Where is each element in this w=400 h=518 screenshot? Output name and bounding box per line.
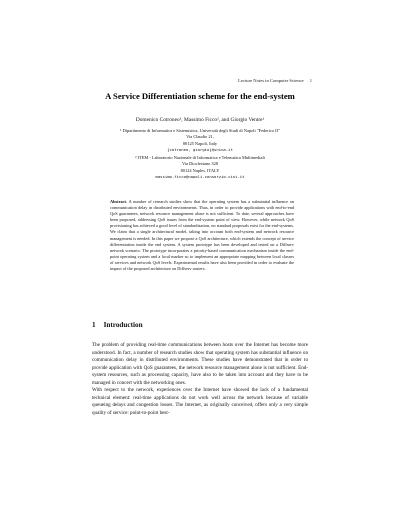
section-number: 1 (92, 321, 96, 329)
affiliation-2-city: 80124 Naples, ITALY (180, 167, 220, 173)
affiliation-2 (0, 155, 400, 181)
abstract-label: Abstract. (110, 199, 128, 204)
affiliation-2-email: massimo.ficco@napoli.consorzio-cini.it (155, 174, 245, 180)
affiliation-1-city: 80125 Napoli, Italy (182, 140, 218, 146)
section-title: Introduction (103, 321, 143, 329)
affiliation-1-email: {cotroneo, giorgio}@unina.it (167, 147, 233, 153)
affiliation-1 (0, 128, 400, 154)
affiliation-2-street: Via Diocleziano 328 (181, 161, 219, 167)
abstract (110, 199, 294, 272)
page-number: 1 (309, 78, 312, 83)
section-heading (92, 321, 143, 329)
affiliation-2-lab: ² ITEM - Laboratorio Nazionale di Informatica e Telematica Multimediali (135, 155, 265, 160)
intro-paragraph-1: The problem of providing real-time communications between hosts over the Internet has become more understood. In fact, a number of research studies show that operating system has substantial influence on communication delay in distributed environments. These studies have demonstrated that in order to provide application with QoS guarantees, the network resource management alone is not sufficient. End-system resources, such as processing capacity, have also to be taken into account and they have to be managed in concert with the networking ones. (92, 342, 308, 386)
paper-title: A Service Differentiation scheme for the end-system (105, 91, 295, 101)
authors: Domenico Cotroneo¹, Massimo Ficco², and Giorgio Ventre¹ (135, 117, 265, 123)
intro-paragraph-2: With respect to the network, experiences over the Internet have showed the lack of a fundamental technical element: real-time applications do not work well across the network because of variable queueing delays and congestion losses. The Internet, as originally conceived, offers only a very simple quality of service: point-to-point best- (92, 387, 308, 416)
abstract-text: A number of research studies show that the operating system has a substantial influence on communication delay in distributed environments. Thus, in order to provide applications with end-to-end QoS guarantees, network resource management alone is not sufficient. To date, several approaches have been proposed, addressing QoS issues from the end-system point of view. However, while network QoS provisioning has achieved a good level of standardization, no standard proposals exist for the end-systems. We claim that a single architectural model, taking into account both end-system and network resource management is needed. In this paper we propose a QoS architecture, which extends the concept of service differentiation inside the end system. A system prototype has been developed and tested on a Diffserv network scenario. The prototype incorporates a priority-based communication mechanism inside the end-point operating system and a local marker so to implement an appropriate mapping between local classes of services and network QoS levels. Experimental results have also been provided in order to evaluate the impact of the proposed architecture on Diffserv routers. (110, 199, 294, 272)
introduction-body (92, 342, 308, 417)
journal-name: Lecture Notes in Computer Science (238, 78, 304, 83)
running-head (0, 78, 312, 83)
affiliation-1-street: Via Claudio 21, (186, 134, 214, 140)
affiliation-1-dept: ¹ Dipartimento di Informatica e Sistemistica, Università degli Studi di Napoli "Federico II" (120, 128, 280, 133)
